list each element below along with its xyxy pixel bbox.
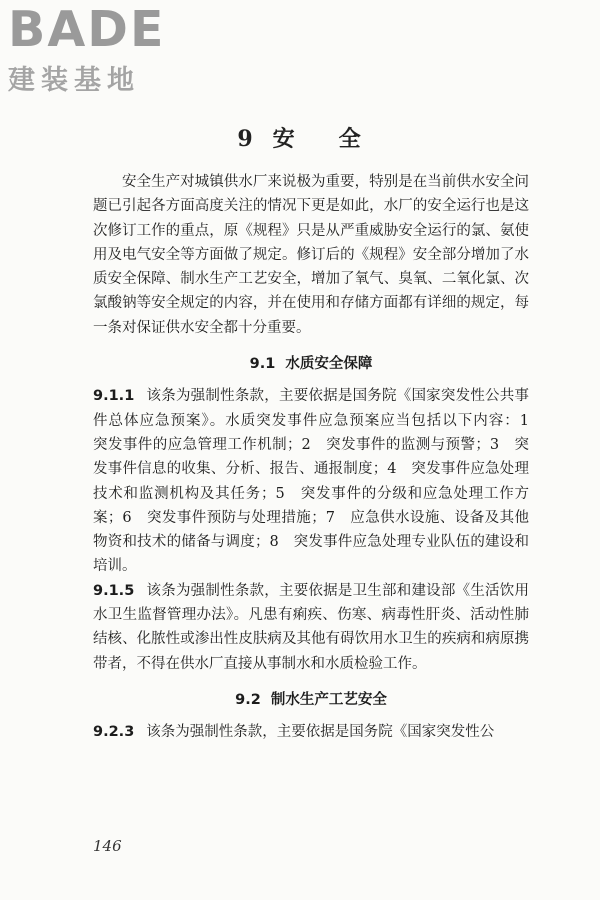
clause-paragraph (93, 720, 529, 744)
section-heading (93, 352, 529, 376)
clause-paragraph (93, 579, 529, 676)
clause-number: 9.2.3 (93, 724, 135, 741)
section-title: 制水生产工艺安全 (270, 691, 387, 708)
clause-text: 该条为强制性条款，主要依据是国务院《国家突发性公共事件总体应急预案》。水质突发事件应急预案应当包括以下内容：1 突发事件的应急管理工作机制；2 突发事件的监测与预警；3 突发事件信息的收集、分析、报告、通报制度；4 突发事件应急处理技术和监测机构及其任务；5 突发事件的分级和应急处理工作方案；6 突发事件预防与处理措施；7 应急供水设施、设备及其他物资和技术的储备与调度；8 突发事件应急处理专业队伍的建设和培训。 (93, 388, 544, 575)
chapter-number: 9 (237, 126, 255, 152)
section-number: 9.1 (249, 356, 276, 373)
page-content (93, 170, 544, 745)
clause-text: 该条为强制性条款，主要依据是卫生部和建设部《生活饮用水卫生监督管理办法》。凡患有痢疾、伤寒、病毒性肝炎、活动性肺结核、化脓性或渗出性皮肤病及其他有碍饮用水卫生的疾病和病原携带者，不得在供水厂直接从事制水和水质检验工作。 (93, 582, 529, 672)
page-number: 146 (93, 837, 122, 855)
chapter-heading (0, 122, 600, 153)
logo (8, 1, 183, 96)
section-heading (93, 688, 529, 712)
section-number: 9.2 (235, 691, 261, 708)
clause-number: 9.1.1 (93, 388, 135, 405)
intro-paragraph: 安全生产对城镇供水厂来说极为重要，特别是在当前供水安全问题已引起各方面高度关注的情况下更是如此，水厂的安全运行也是这次修订工作的重点，原《规程》只是从严重威胁安全运行的氯、氨使用及电气安全等方面做了规定。修订后的《规程》安全部分增加了水质安全保障、制水生产工艺安全，增加了氧气、臭氧、二氧化氯、次氯酸钠等安全规定的内容，并在使用和存储方面都有详细的规定，每一条对保证供水安全都十分重要。 (93, 174, 529, 336)
clause-text: 该条为强制性条款，主要依据是国务院《国家突发性公 (146, 724, 495, 741)
logo-wordmark: BADE (8, 1, 166, 58)
chapter-title-part1: 安 (272, 126, 297, 152)
logo-subtitle: 建装基地 (8, 65, 140, 96)
chapter-title-part2: 全 (338, 126, 363, 152)
section-title: 水质安全保障 (285, 356, 373, 373)
clause-paragraph (93, 384, 544, 578)
clause-number: 9.1.5 (93, 582, 135, 599)
